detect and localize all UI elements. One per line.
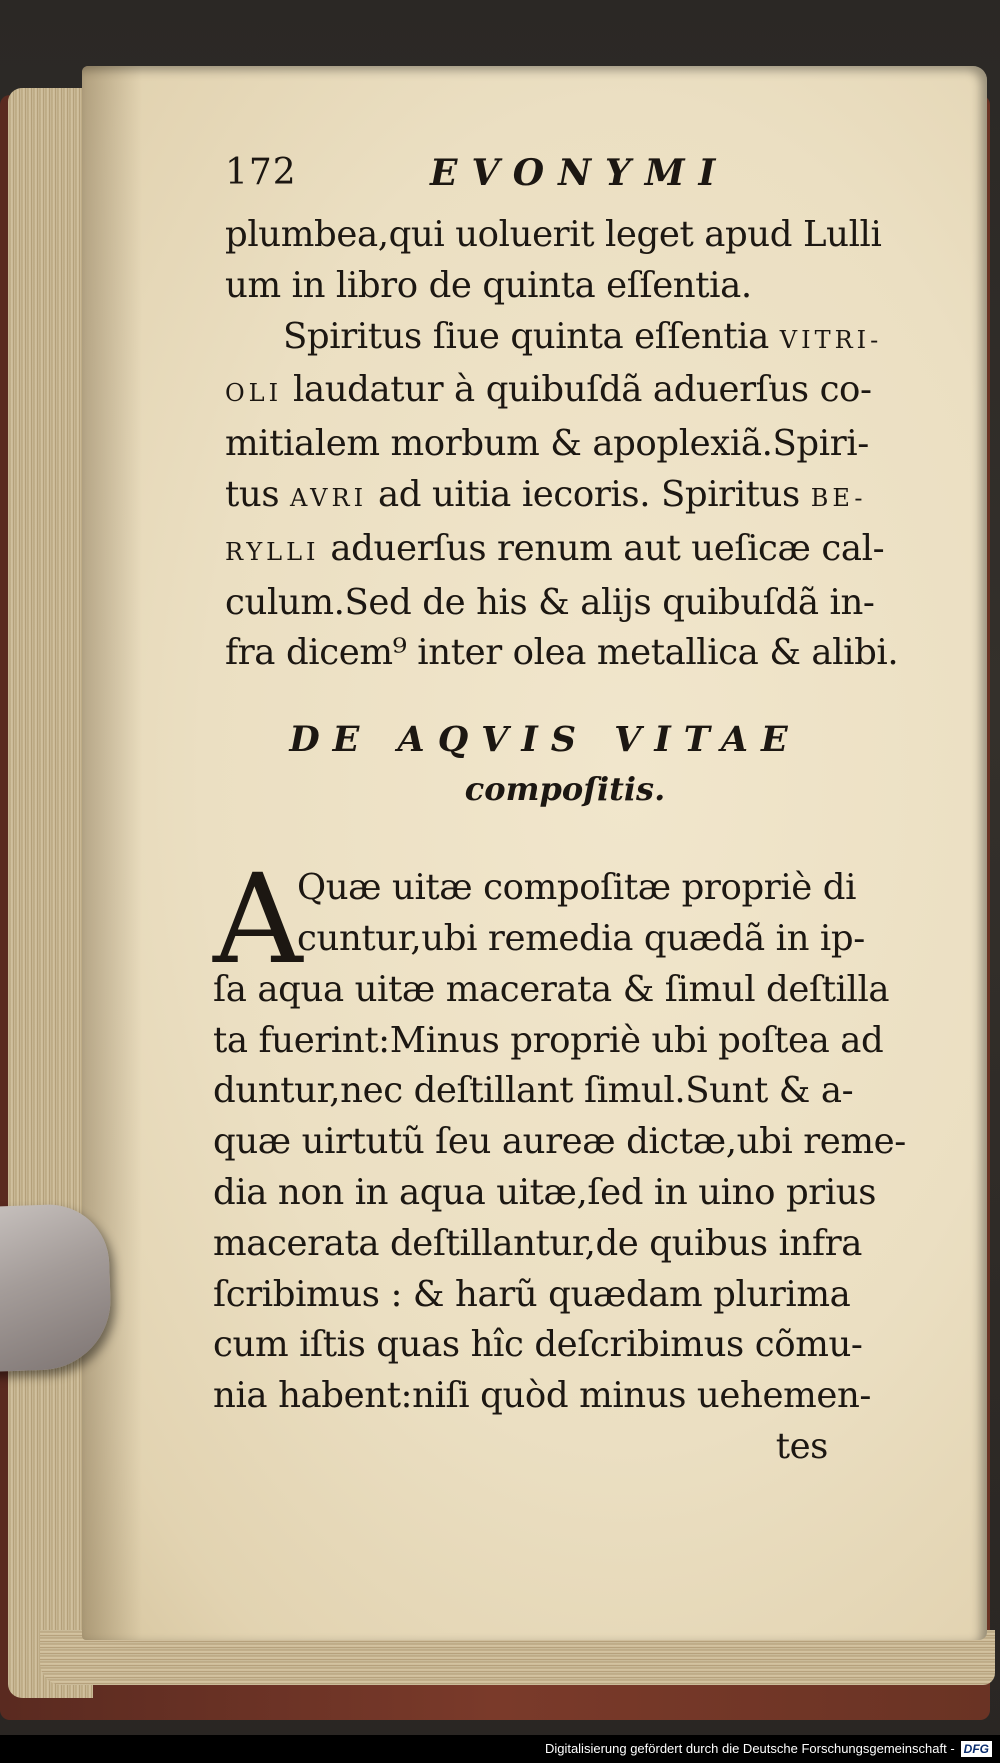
text-line: mitialem morbum & apoplexiã.Spiri- [225, 423, 869, 465]
small-caps-word: VITRI- [779, 325, 883, 354]
text-line [225, 470, 925, 524]
text-line [225, 312, 925, 366]
text-line: um in libro de quinta eſſentia. [225, 264, 752, 306]
text-line: nia habent:niſi quòd minus uehemen- [213, 1375, 872, 1417]
text-line: plumbea,qui uoluerit leget apud Lulli [225, 214, 882, 255]
running-head [225, 148, 925, 210]
text-line: macerata deſtillantur,de quibus infra [213, 1222, 863, 1264]
drop-cap: A [213, 848, 303, 993]
text-line: ſa aqua uitæ macerata & ſimul deſtilla [213, 968, 890, 1010]
paragraph-1 [225, 210, 925, 312]
small-caps-word: RYLLI [225, 537, 320, 566]
gutter-shadow [82, 66, 142, 1640]
text-line: quæ uirtutũ ſeu aureæ dictæ,ubi reme- [213, 1121, 906, 1163]
text-line [225, 365, 925, 419]
text-line: ta fuerint:Minus propriè ubi poſtea ad [213, 1019, 884, 1061]
footer-credit: Digitalisierung gefördert durch die Deutsche Forschungsgemeinschaft - [544, 1741, 955, 1756]
page-fore-edge [8, 88, 93, 1698]
small-caps-word: AVRI [290, 483, 368, 512]
paragraph-3 [213, 848, 913, 1473]
catchword: tes [775, 1425, 828, 1467]
text-line: dia non in aqua uitæ,ſed in uino prius [213, 1171, 877, 1213]
text-span: tus [225, 473, 280, 515]
text-line [225, 524, 925, 578]
text-line: ſcribimus : & harũ quædam plurima [213, 1273, 851, 1315]
text-line: Quæ uitæ compoſitæ propriè di [297, 867, 857, 909]
text-span: laudatur à quibuſdã aduerſus co- [292, 369, 872, 411]
heading-subtitle: compoſitis. [464, 770, 666, 809]
heading-title: DE AQVIS VITAE [289, 719, 801, 761]
small-caps-word: OLI [225, 379, 283, 408]
dfg-logo: DFG [961, 1741, 992, 1757]
small-caps-word: BE- [810, 483, 867, 512]
text-line: cuntur,ubi remedia quædã in ip- [297, 917, 865, 959]
text-span: aduerſus renum aut ueſicæ cal- [330, 527, 885, 569]
text-span: ad uitia iecoris. Spiritus [377, 473, 800, 515]
text-span: Spiritus ſiue quinta eſſentia [283, 315, 769, 357]
section-heading [225, 715, 865, 813]
text-line: fra dicem⁹ inter olea metallica & alibi. [225, 632, 899, 674]
digitization-footer [0, 1735, 1000, 1763]
paragraph-2 [225, 312, 925, 680]
text-line: culum.Sed de his & alijs quibuſdã in- [225, 581, 875, 623]
page-text [213, 148, 925, 1473]
page-number: 172 [225, 152, 297, 193]
text-line: cum iſtis quas hîc deſcribimus cõmu- [213, 1324, 863, 1366]
text-line: duntur,nec deſtillant ſimul.Sunt & a- [213, 1070, 854, 1112]
running-title: EVONYMI [430, 152, 730, 194]
